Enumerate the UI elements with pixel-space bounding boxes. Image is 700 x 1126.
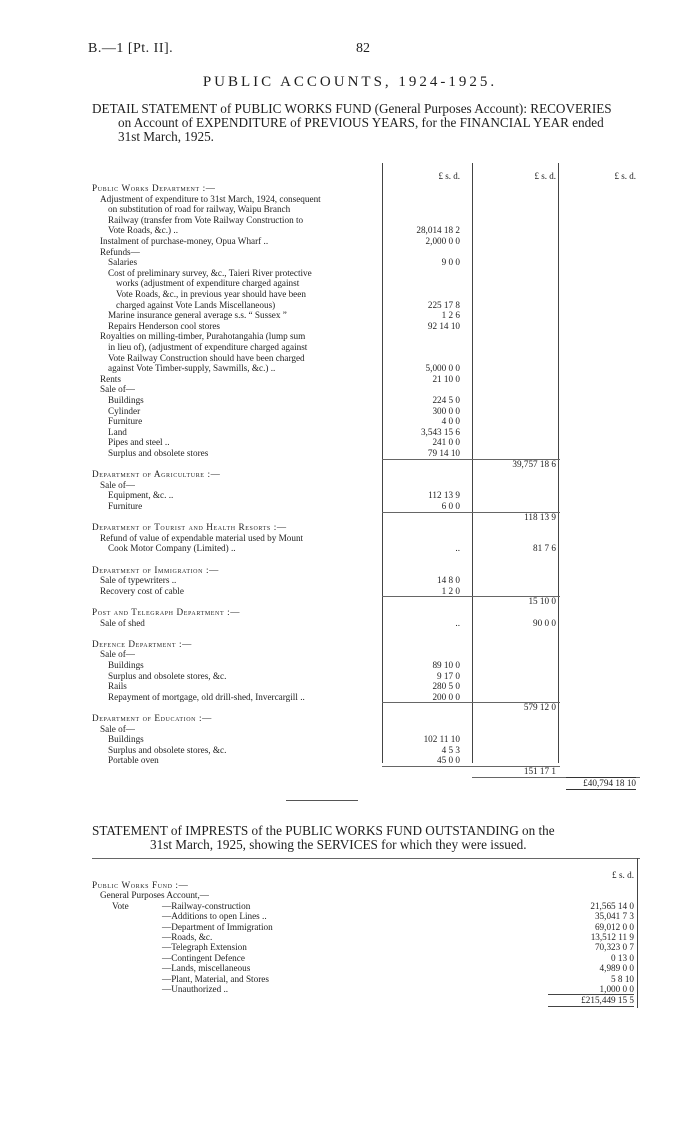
amount-c1: 3,543 15 6 bbox=[420, 426, 460, 437]
amount-c1: 92 14 10 bbox=[427, 320, 460, 331]
imprest-amount: 69,012 0 0 bbox=[594, 921, 634, 932]
table-row bbox=[92, 543, 640, 554]
imprests-table bbox=[92, 858, 640, 1014]
table-row bbox=[92, 953, 640, 964]
column-headers bbox=[92, 171, 640, 182]
table-row bbox=[92, 890, 640, 901]
table-row bbox=[92, 984, 640, 995]
amount-c1: 28,014 18 2 bbox=[416, 225, 460, 236]
row-description: Vote Roads, &c.) .. bbox=[108, 225, 179, 236]
row-description: Royalties on milling-timber, Purahotangahia (lump sum bbox=[100, 331, 306, 342]
column-header-3: £ s. d. bbox=[614, 171, 636, 181]
vote-label: —Department of Immigration bbox=[162, 921, 273, 932]
amount-c1: 14 8 0 bbox=[437, 575, 460, 586]
table-row bbox=[92, 639, 640, 650]
table-row bbox=[92, 236, 640, 247]
page-number: 82 bbox=[356, 41, 370, 56]
amount-c1: 280 5 0 bbox=[432, 681, 460, 692]
table-row bbox=[92, 384, 640, 395]
table-row bbox=[92, 490, 640, 501]
table-row bbox=[92, 575, 640, 586]
amount-c1: 200 0 0 bbox=[432, 691, 460, 702]
table-row bbox=[92, 247, 640, 258]
table-row bbox=[92, 300, 640, 311]
imprests-total-row bbox=[92, 994, 640, 1005]
row-description: Instalment of purchase-money, Opua Wharf .. bbox=[100, 236, 269, 246]
table-row bbox=[92, 963, 640, 974]
table-row bbox=[92, 692, 640, 703]
row-description: General Purposes Account,— bbox=[100, 890, 209, 901]
table-row bbox=[92, 932, 640, 943]
vote-label: —Additions to open Lines .. bbox=[162, 911, 267, 922]
section-heading: Department of Tourist and Health Resorts :— bbox=[92, 522, 287, 533]
row-description: Furniture bbox=[108, 501, 143, 511]
table-row bbox=[92, 565, 640, 576]
row-description: on substitution of road for railway, Waipu Branch bbox=[108, 204, 291, 215]
row-description: Vote bbox=[112, 900, 129, 911]
table-row bbox=[92, 922, 640, 933]
section-heading: Department of Agriculture :— bbox=[92, 469, 221, 480]
table-row bbox=[92, 724, 640, 735]
table-row bbox=[92, 321, 640, 332]
table-row bbox=[92, 204, 640, 215]
table-row bbox=[92, 448, 640, 459]
table-row bbox=[92, 363, 640, 374]
row-description: Sale of— bbox=[100, 384, 135, 395]
amount-c1: 224 5 0 bbox=[432, 395, 460, 405]
imprests-total: £215,449 15 5 bbox=[548, 994, 634, 1007]
table-row bbox=[92, 331, 640, 342]
amount-c1: 102 11 10 bbox=[423, 734, 460, 745]
table-row bbox=[92, 374, 640, 385]
table-row bbox=[92, 911, 640, 922]
table-row bbox=[92, 278, 640, 289]
row-description: Rails bbox=[108, 681, 127, 692]
detail-title-line-2: on Account of EXPENDITURE of PREVIOUS YEARS, for the FINANCIAL YEAR ended bbox=[118, 115, 604, 130]
table-row bbox=[92, 777, 640, 788]
row-description: Refund of value of expendable material used by Mount bbox=[100, 532, 304, 543]
amount-c1: 9 17 0 bbox=[437, 670, 460, 681]
row-description: Sale of typewriters .. bbox=[100, 575, 177, 586]
imprest-amount: 0 13 0 bbox=[611, 952, 634, 963]
section-heading: Department of Education :— bbox=[92, 713, 212, 723]
row-description: Repayment of mortgage, old drill-shed, Invercargill .. bbox=[108, 691, 305, 702]
imprest-amount: 13,512 11 9 bbox=[590, 932, 634, 942]
section-heading: Department of Immigration :— bbox=[92, 564, 219, 575]
row-description: Refunds— bbox=[100, 246, 140, 257]
vote-label: —Unauthorized .. bbox=[162, 984, 229, 994]
column-header-1: £ s. d. bbox=[438, 171, 460, 181]
imprests-statement-title bbox=[92, 824, 638, 852]
imprest-amount: 21,565 14 0 bbox=[590, 900, 634, 911]
imprest-amount: 1,000 0 0 bbox=[599, 984, 634, 994]
table-row bbox=[92, 618, 640, 629]
row-description: Sale of— bbox=[100, 723, 135, 734]
detail-statement-title bbox=[92, 102, 638, 144]
table-row bbox=[92, 596, 640, 607]
imprest-amount: 4,989 0 0 bbox=[599, 963, 634, 974]
table-row bbox=[92, 522, 640, 533]
amount-c2: 151 17 1 bbox=[523, 766, 556, 776]
table-row bbox=[92, 215, 640, 226]
table-row bbox=[92, 194, 640, 205]
row-description: Cook Motor Company (Limited) .. bbox=[108, 543, 236, 554]
row-description: Portable oven bbox=[108, 755, 159, 766]
detail-title-line-3: 31st March, 1925. bbox=[118, 129, 214, 144]
table-row bbox=[92, 974, 640, 985]
vote-label: —Contingent Defence bbox=[162, 952, 245, 963]
row-description: against Vote Timber-supply, Sawmills, &c.) .. bbox=[108, 363, 276, 374]
amount-c1: 6 0 0 bbox=[441, 501, 460, 511]
amount-c1: 5,000 0 0 bbox=[425, 363, 460, 374]
amount-header: £ s. d. bbox=[612, 870, 634, 880]
table-row bbox=[92, 745, 640, 756]
amount-c1: 21 10 0 bbox=[432, 373, 460, 384]
amount-c1: 300 0 0 bbox=[432, 405, 460, 416]
row-description: Buildings bbox=[108, 734, 144, 745]
table-row bbox=[92, 310, 640, 321]
table-top-rule bbox=[92, 858, 640, 859]
row-description: works (adjustment of expenditure charged against bbox=[116, 278, 300, 289]
amount-c1: .. bbox=[455, 543, 460, 554]
imprest-amount: 70,323 0 7 bbox=[594, 942, 634, 953]
amount-c1: 4 0 0 bbox=[441, 416, 460, 427]
row-description: Cost of preliminary survey, &c., Taieri River protective bbox=[108, 267, 312, 278]
amount-c2: 39,757 18 6 bbox=[512, 458, 556, 469]
column-header-2: £ s. d. bbox=[534, 171, 556, 181]
table-row bbox=[92, 713, 640, 724]
section-heading: Defence Department :— bbox=[92, 638, 192, 649]
section-heading: Public Works Fund :— bbox=[92, 880, 189, 890]
table-row bbox=[92, 459, 640, 470]
vote-label: —Railway-construction bbox=[162, 900, 251, 911]
table-row bbox=[92, 671, 640, 682]
row-description: Repairs Henderson cool stores bbox=[108, 320, 221, 331]
detail-title-line-1: DETAIL STATEMENT of PUBLIC WORKS FUND (General Purposes Account): RECOVERIES bbox=[92, 101, 612, 116]
row-description: Sale of— bbox=[100, 649, 135, 660]
vote-label: —Roads, &c. bbox=[162, 932, 213, 942]
amount-c1: 1 2 0 bbox=[441, 585, 460, 596]
table-row bbox=[92, 766, 640, 777]
table-row bbox=[92, 512, 640, 523]
section-heading: Post and Telegraph Department :— bbox=[92, 607, 241, 617]
amount-c1: 1 2 6 bbox=[441, 310, 460, 321]
table-row bbox=[92, 395, 640, 406]
table-row bbox=[92, 681, 640, 692]
row-description: Surplus and obsolete stores, &c. bbox=[108, 744, 227, 755]
table-row bbox=[92, 480, 640, 491]
row-description: Vote Railway Construction should have been charged bbox=[108, 352, 305, 363]
table-row bbox=[92, 533, 640, 544]
vote-label: —Lands, miscellaneous bbox=[162, 963, 251, 974]
row-description: Rents bbox=[100, 373, 121, 384]
section-heading: Public Works Department :— bbox=[92, 183, 216, 193]
row-description: Surplus and obsolete stores bbox=[108, 448, 209, 458]
table-row bbox=[92, 607, 640, 618]
amount-c1: 45 0 0 bbox=[437, 755, 460, 766]
page-title: PUBLIC ACCOUNTS, 1924-1925. bbox=[202, 74, 498, 90]
imprests-title-line-2: 31st March, 1925, showing the SERVICES for which they were issued. bbox=[150, 837, 527, 852]
row-description: Sale of— bbox=[100, 479, 135, 490]
amount-c1: 89 10 0 bbox=[432, 660, 460, 670]
amount-c2: 579 12 0 bbox=[523, 702, 556, 713]
table-row bbox=[92, 880, 640, 891]
amount-c1: 9 0 0 bbox=[441, 257, 460, 268]
row-description: Vote Roads, &c., in previous year should have been bbox=[116, 289, 306, 299]
table-row bbox=[92, 342, 640, 353]
section-divider bbox=[286, 800, 358, 801]
amount-c1: 112 13 9 bbox=[428, 490, 460, 501]
row-description: Railway (transfer from Vote Railway Construction to bbox=[108, 214, 304, 225]
row-description: Equipment, &c. .. bbox=[108, 490, 174, 501]
amount-c2: 81 7 6 bbox=[533, 543, 556, 554]
table-row bbox=[92, 901, 640, 912]
table-row bbox=[92, 353, 640, 364]
row-description: Adjustment of expenditure to 31st March, 1924, consequent bbox=[100, 193, 321, 204]
row-description: charged against Vote Lands Miscellaneous) bbox=[116, 299, 276, 310]
table-row bbox=[92, 734, 640, 745]
table-row bbox=[92, 225, 640, 236]
row-description: Salaries bbox=[108, 257, 138, 268]
table-row bbox=[92, 942, 640, 953]
table-row bbox=[92, 755, 640, 766]
row-description: in lieu of), (adjustment of expenditure charged against bbox=[108, 342, 308, 352]
imprest-amount: 5 8 10 bbox=[611, 973, 634, 984]
row-description: Recovery cost of cable bbox=[100, 585, 184, 596]
table-row bbox=[92, 628, 640, 639]
table-row bbox=[92, 406, 640, 417]
imprest-amount: 35,041 7 3 bbox=[594, 911, 634, 922]
row-description: Buildings bbox=[108, 660, 144, 670]
row-description: Pipes and steel .. bbox=[108, 437, 170, 448]
row-description: Land bbox=[108, 426, 127, 437]
table-row bbox=[92, 257, 640, 268]
amount-c2: 15 10 0 bbox=[528, 596, 556, 607]
row-description: Buildings bbox=[108, 395, 144, 405]
table-row bbox=[92, 427, 640, 438]
imprests-title-line-1: STATEMENT of IMPRESTS of the PUBLIC WORKS FUND OUTSTANDING on the bbox=[92, 823, 555, 838]
amount-c1: .. bbox=[455, 617, 460, 628]
table-row bbox=[92, 437, 640, 448]
table-row bbox=[92, 289, 640, 300]
table-row bbox=[92, 469, 640, 480]
row-description: Sale of shed bbox=[100, 617, 145, 628]
table-row bbox=[92, 501, 640, 512]
table-row bbox=[92, 416, 640, 427]
row-description: Surplus and obsolete stores, &c. bbox=[108, 670, 227, 681]
table-row bbox=[92, 586, 640, 597]
row-description: Marine insurance general average s.s. “ Sussex ” bbox=[108, 310, 287, 321]
amount-c1: 4 5 3 bbox=[441, 744, 460, 755]
row-description: Cylinder bbox=[108, 405, 141, 416]
detail-statement-table bbox=[92, 163, 640, 788]
amount-c1: 241 0 0 bbox=[432, 437, 460, 448]
amount-c1: 79 14 10 bbox=[427, 448, 460, 458]
table-row bbox=[92, 554, 640, 565]
table-row bbox=[92, 702, 640, 713]
amount-c2: 90 0 0 bbox=[533, 617, 556, 628]
document-reference: B.—1 [Pt. II]. bbox=[88, 41, 174, 56]
row-description: Furniture bbox=[108, 416, 143, 427]
vote-label: —Telegraph Extension bbox=[162, 942, 247, 953]
table-row bbox=[92, 649, 640, 660]
table-row bbox=[92, 660, 640, 671]
amount-c1: 2,000 0 0 bbox=[425, 236, 460, 246]
vote-label: —Plant, Material, and Stores bbox=[162, 973, 269, 984]
table-row bbox=[92, 268, 640, 279]
table-row bbox=[92, 183, 640, 194]
amount-c1: 225 17 8 bbox=[427, 299, 460, 310]
amount-c2: 118 13 9 bbox=[524, 511, 556, 522]
amount-c3: £40,794 18 10 bbox=[566, 777, 636, 790]
